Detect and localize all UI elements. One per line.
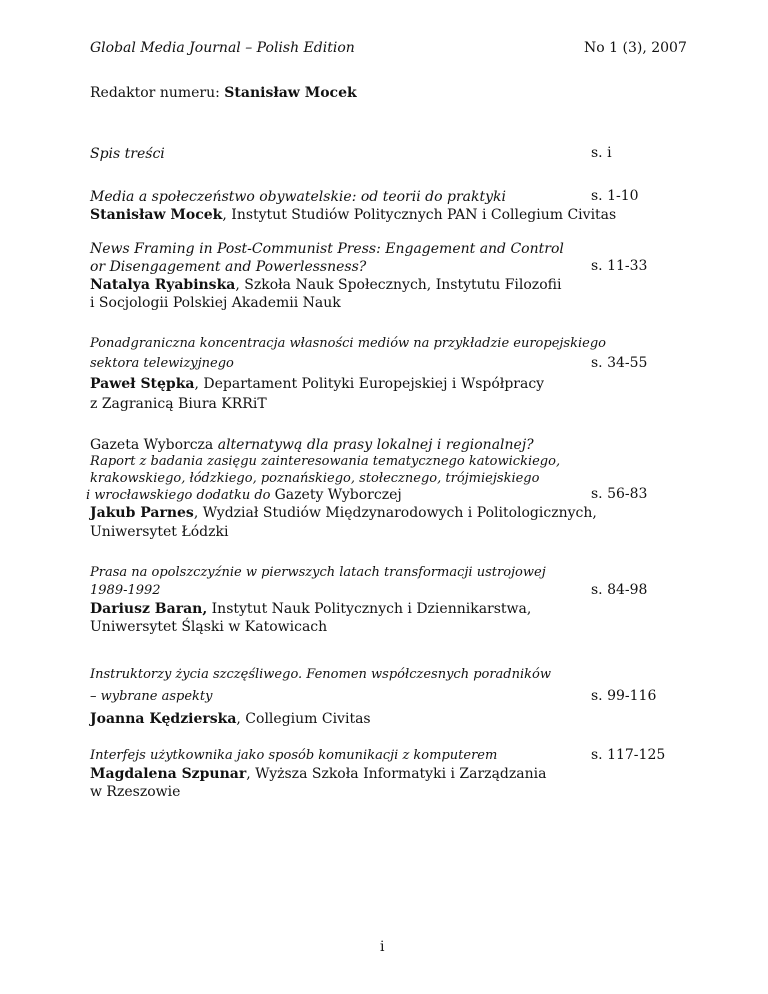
entry-title-line: Media a społeczeństwo obywatelskie: od teorii do praktyki xyxy=(90,189,506,205)
entry-author: Dariusz Baran, xyxy=(90,601,208,617)
entry-title-line: Raport z badania zasięgu zainteresowania tematycznego katowickiego, xyxy=(90,454,561,469)
entry-affiliation: w Rzeszowie xyxy=(90,784,181,800)
toc-title: Spis treści xyxy=(90,146,165,162)
entry-pages: s. 99-116 xyxy=(591,688,657,704)
entry-title-italic: i wrocławskiego dodatku do xyxy=(86,488,275,503)
entry-title-upright: Gazeta Wyborcza xyxy=(90,437,214,453)
entry-title-line xyxy=(86,486,402,505)
entry-title-italic: alternatywą dla prasy lokalnej i regionalnej? xyxy=(213,437,534,453)
entry-title-line xyxy=(90,436,534,454)
entry-author-line xyxy=(90,765,546,783)
entry-pages: s. 56-83 xyxy=(591,486,648,502)
entry-pages: s. 117-125 xyxy=(591,747,666,763)
entry-title-line: or Disengagement and Powerlessness? xyxy=(90,259,367,275)
entry-pages: s. 84-98 xyxy=(591,582,648,598)
entry-author-line xyxy=(90,375,544,393)
entry-title-line: sektora telewizyjnego xyxy=(90,356,234,371)
entry-pages: s. 1-10 xyxy=(591,188,639,204)
page-number: i xyxy=(380,939,385,955)
editor-label: Redaktor numeru: xyxy=(90,85,225,101)
entry-affiliation: , Departament Polityki Europejskiej i Współpracy xyxy=(194,376,545,392)
issue-number: No 1 (3), 2007 xyxy=(584,40,687,56)
entry-author: Magdalena Szpunar xyxy=(90,766,247,782)
entry-affiliation: , Wyższa Szkoła Informatyki i Zarządzania xyxy=(246,766,547,782)
entry-author: Joanna Kędzierska xyxy=(90,711,237,727)
entry-author-line xyxy=(90,710,371,728)
entry-affiliation: , Collegium Civitas xyxy=(236,711,371,727)
journal-title: Global Media Journal – Polish Edition xyxy=(90,40,355,56)
entry-author-line xyxy=(90,206,616,224)
toc-title-pages: s. i xyxy=(591,145,612,161)
entry-title-line: Interfejs użytkownika jako sposób komunikacji z komputerem xyxy=(90,748,498,763)
entry-author-line xyxy=(90,504,597,522)
entry-author: Natalya Ryabinska xyxy=(90,277,236,293)
entry-title-line: 1989-1992 xyxy=(90,583,161,598)
entry-author-line xyxy=(90,276,561,294)
entry-title-line: Prasa na opolszczyźnie w pierwszych latach transformacji ustrojowej xyxy=(90,565,546,580)
entry-pages: s. 11-33 xyxy=(591,258,648,274)
entry-affiliation: Uniwersytet Łódzki xyxy=(90,524,229,540)
entry-author: Stanisław Mocek xyxy=(90,207,223,223)
entry-title-upright: Gazety Wyborczej xyxy=(274,487,402,503)
editor-name: Stanisław Mocek xyxy=(224,85,357,101)
entry-author: Paweł Stępka xyxy=(90,376,195,392)
entry-pages: s. 34-55 xyxy=(591,355,648,371)
entry-affiliation: , Instytut Studiów Politycznych PAN i Collegium Civitas xyxy=(222,207,617,223)
entry-title-line: Instruktorzy życia szczęśliwego. Fenomen współczesnych poradników xyxy=(90,667,551,682)
entry-affiliation: Instytut Nauk Politycznych i Dziennikarstwa, xyxy=(207,601,532,617)
entry-title-line: – wybrane aspekty xyxy=(90,689,213,704)
entry-author-line xyxy=(90,600,531,618)
entry-title-line: krakowskiego, łódzkiego, poznańskiego, stołecznego, trójmiejskiego xyxy=(90,471,540,486)
entry-affiliation: , Wydział Studiów Międzynarodowych i Politologicznych, xyxy=(193,505,597,521)
entry-affiliation: , Szkoła Nauk Społecznych, Instytutu Filozofii xyxy=(235,277,562,293)
entry-affiliation: z Zagranicą Biura KRRiT xyxy=(90,396,267,412)
entry-affiliation: i Socjologii Polskiej Akademii Nauk xyxy=(90,295,341,311)
entry-title-line: Ponadgraniczna koncentracja własności mediów na przykładzie europejskiego xyxy=(90,336,606,351)
issue-editor xyxy=(90,84,357,102)
entry-author: Jakub Parnes xyxy=(90,505,194,521)
entry-affiliation: Uniwersytet Śląski w Katowicach xyxy=(90,619,328,635)
entry-title-line: News Framing in Post-Communist Press: Engagement and Control xyxy=(90,241,564,257)
